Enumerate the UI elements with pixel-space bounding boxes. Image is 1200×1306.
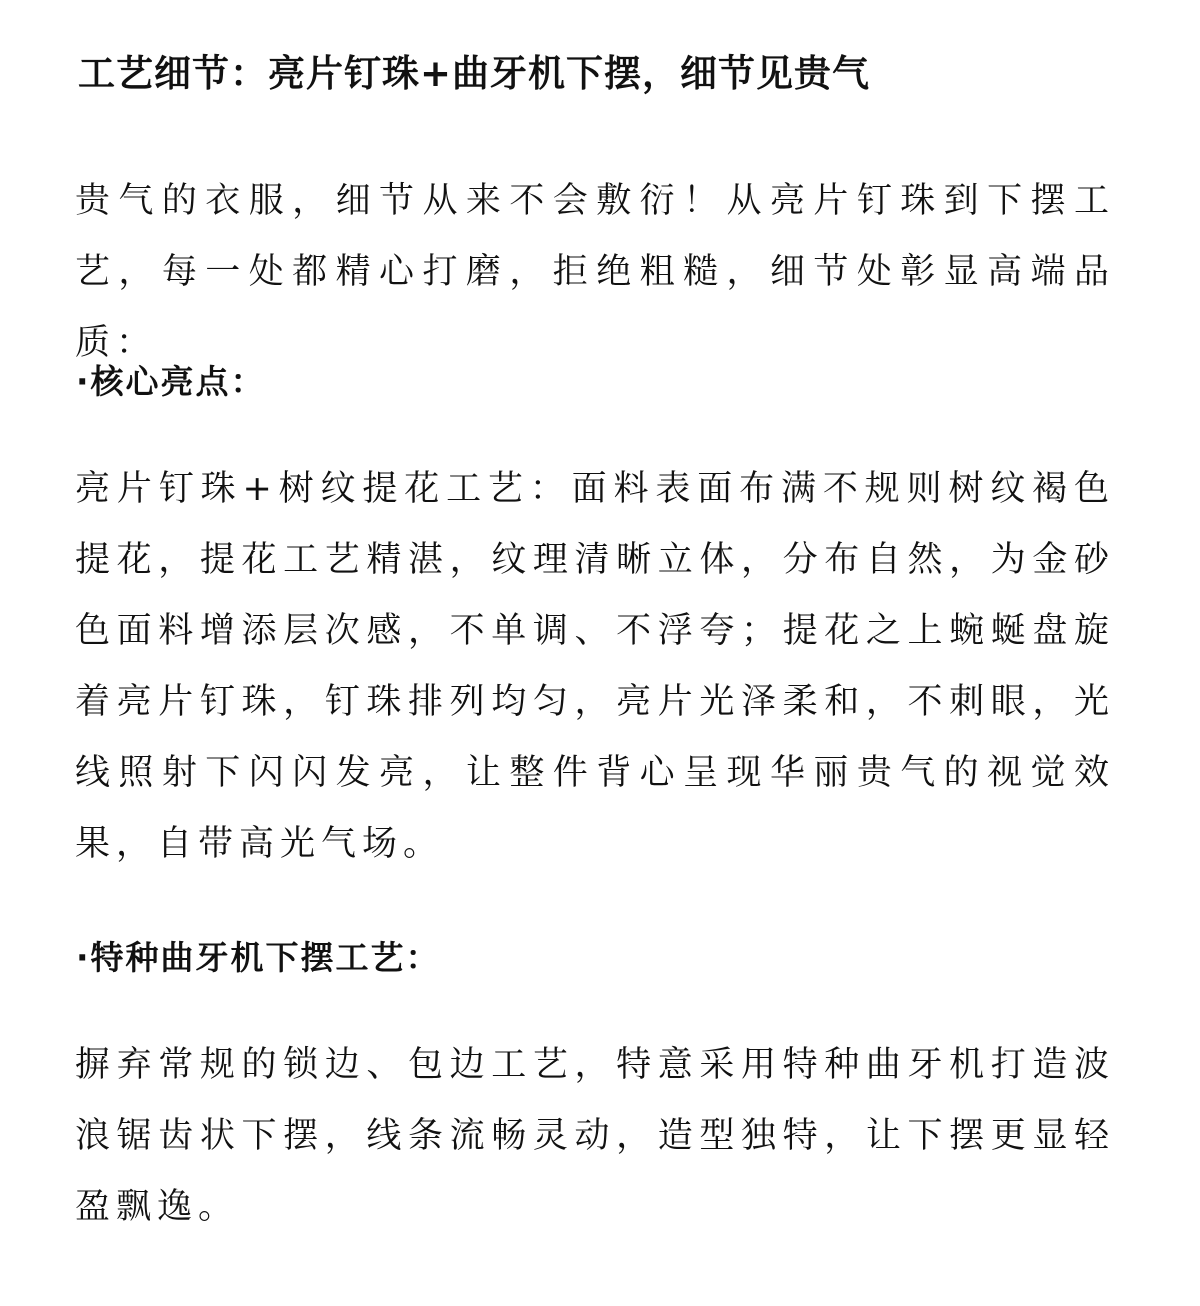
section-body-hem: 摒弃常规的锁边、包边工艺，特意采用特种曲牙机打造波浪锯齿状下摆，线条流畅灵动，造型独特，让下摆更显轻盈飘逸。: [75, 1045, 1115, 1227]
intro-paragraph: 贵气的衣服，细节从来不会敷衍！从亮片钉珠到下摆工艺，每一处都精心打磨，拒绝粗糙，细节处彰显高端品质：: [75, 181, 1115, 363]
section-body-highlights: 亮片钉珠+树纹提花工艺：面料表面布满不规则树纹褐色提花，提花工艺精湛，纹理清晰立体，分布自然，为金砂色面料增添层次感，不单调、不浮夸；提花之上蜿蜒盘旋着亮片钉珠，钉珠排列均匀，亮片光泽柔和，不刺眼，光线照射下闪闪发亮，让整件背心呈现华丽贵气的视觉效果，自带高光气场。: [75, 469, 1115, 864]
article-title: 工艺细节：亮片钉珠+曲牙机下摆，细节见贵气: [78, 52, 871, 95]
section-heading-highlights: ·核心亮点：: [76, 362, 266, 401]
section-heading-hem: ·特种曲牙机下摆工艺：: [76, 938, 441, 977]
